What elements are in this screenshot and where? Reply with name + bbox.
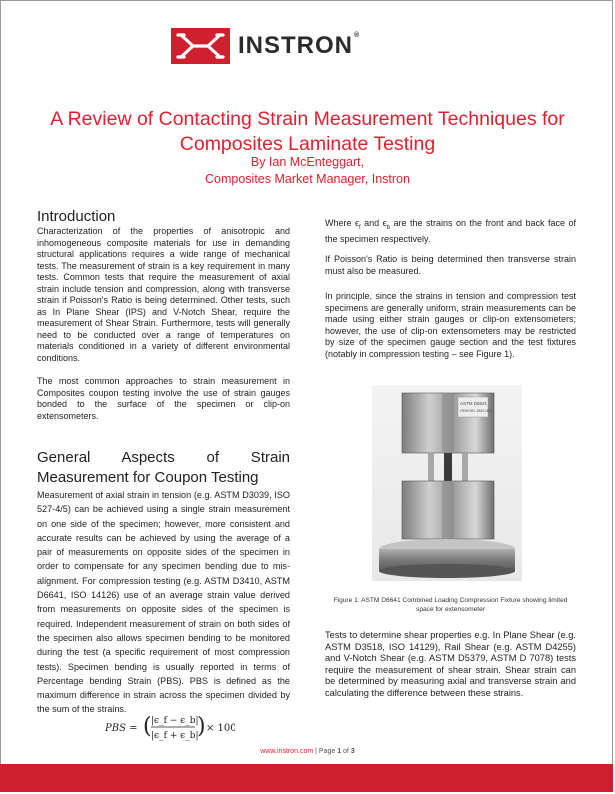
subscript-f: f bbox=[358, 224, 361, 231]
footer-brand-bar bbox=[0, 764, 613, 792]
page-footer bbox=[20, 748, 595, 755]
footer-page-total: 3 bbox=[350, 748, 355, 755]
author-byline: By Ian McEnteggart, bbox=[250, 155, 365, 169]
shear-paragraph-block bbox=[325, 630, 576, 699]
principle-paragraph: In principle, since the strains in tension and compression test specimens are generally uniform, strain measurements can be made using either strain gauges or clip-on extensometers; however, the use of clip-on extensometers may be restricted by size of the specimen gauge section and the test fixtures (notably in compression testing – see Figure 1). bbox=[325, 291, 576, 359]
registered-mark: ® bbox=[354, 32, 361, 39]
document-title: A Review of Contacting Strain Measurement Techniques for Composites Laminate Testing bbox=[50, 108, 565, 155]
formula-numerator: |ϵ_f − ϵ_b| bbox=[151, 716, 199, 726]
formula-lhs: PBS = bbox=[105, 723, 138, 734]
general-aspects-section bbox=[37, 448, 290, 717]
svg-text:): ) bbox=[197, 714, 206, 739]
figure-1-caption: Figure 1: ASTM D6641 Combined Loading Compression Fixture showing limited space for extensometer bbox=[333, 597, 568, 613]
poisson-paragraph-block bbox=[325, 254, 576, 277]
footer-of: of bbox=[341, 748, 351, 755]
introduction-paragraph-2: The most common approaches to strain measurement in Composites coupon testing involve the use of strain gauges bonded to the surface of the specimen or clip-on extensometers. bbox=[37, 376, 290, 421]
formula-factor: × 100 bbox=[206, 723, 235, 734]
brand-name bbox=[238, 32, 360, 60]
strain-definition-paragraph bbox=[325, 218, 576, 246]
footer-url[interactable]: www.instron.com bbox=[260, 748, 314, 755]
instron-emblem-icon bbox=[171, 28, 230, 64]
epsilon-text-1: Where ϵ bbox=[325, 218, 359, 228]
introduction-section bbox=[37, 208, 290, 364]
brand-wordmark: INSTRON bbox=[238, 32, 353, 59]
introduction-heading: Introduction bbox=[37, 208, 116, 225]
instron-logo-mark bbox=[171, 28, 230, 64]
pbs-formula bbox=[105, 711, 235, 748]
formula-denominator: |ϵ_f + ϵ_b| bbox=[151, 731, 199, 741]
figure-1-fixture-photo bbox=[372, 385, 522, 581]
strain-definition-rest: are the strains on the front and back face of the specimen respectively. bbox=[325, 218, 576, 245]
principle-paragraph-block bbox=[325, 291, 576, 360]
compression-fixture-illustration bbox=[372, 385, 522, 581]
epsilon-text-2: and ϵ bbox=[360, 218, 387, 228]
general-aspects-heading: General Aspects of Strain Measurement for Coupon Testing bbox=[37, 449, 290, 486]
svg-text:(: ( bbox=[143, 714, 152, 739]
poisson-paragraph: If Poisson's Ratio is being determined then transverse strain must also be measured. bbox=[325, 254, 576, 276]
subscript-b: b bbox=[386, 224, 390, 231]
author-block bbox=[20, 154, 595, 188]
footer-separator: | Page bbox=[313, 748, 338, 755]
introduction-paragraph-1: Characterization of the properties of anisotropic and inhomogeneous composite materials for use in demanding structural applications requires a wide range of mechanical tests. The measurement of strain is a key requirement in many tests. Common tests that require the measurement of axial strain include tension and compression, along with transverse strain if Poisson's Ratio is being determined. Other tests, such as In Plane Shear (IPS) and V-Notch Shear, require the measurement of Shear Strain. Furthermore, tests will generally need to be conducted over a range of temperatures on materials conditioned in a variety of different environmental conditions. bbox=[37, 226, 290, 363]
general-aspects-paragraph: Measurement of axial strain in tension (e.g. ASTM D3039, ISO 527-4/5) can be achieved using a single strain measurement on one side of the specimen; however, more consistent and accurate results can be achieved by using the average of a pair of measurements on opposite sides of the specimen in order to compensate for any specimen bending due to mis-alignment. For compression testing (e.g. ASTM D3410, ASTM D6641, ISO 14126) use of an average strain value derived from measurements on opposite sides of the specimen is required. Independent measurement of strain on both sides of the specimen also allows specimen bending to be monitored during the test (a specific requirement of most compression tests). Specimen bending is usually reported in terms of Percentage bending Strain (PBS). PBS is defined as the maximum difference in strain across the specimen divided by the sum of the strains. bbox=[37, 490, 290, 715]
fixture-label-1: ASTM D6641 bbox=[460, 401, 488, 406]
strain-definition-text bbox=[325, 218, 576, 246]
fixture-label-2: ITEM NO. 2810-002 bbox=[460, 409, 492, 413]
pbs-formula-graphic bbox=[105, 711, 235, 745]
author-role: Composites Market Manager, Instron bbox=[205, 172, 410, 186]
instron-logo bbox=[171, 28, 360, 64]
introduction-paragraph-2-block bbox=[37, 376, 290, 422]
shear-paragraph: Tests to determine shear properties e.g. In Plane Shear (e.g. ASTM D3518, ISO 14129), Rail Shear (e.g. ASTM D4255) and V-Notch Shear (e.g. ASTM D5379, ASTM D 7078) tests require the measurement of shear strain. Shear strain can be determined by measuring axial and transverse strain and calculating the difference between these strains. bbox=[325, 630, 576, 698]
footer-page-number: 1 bbox=[337, 748, 342, 755]
